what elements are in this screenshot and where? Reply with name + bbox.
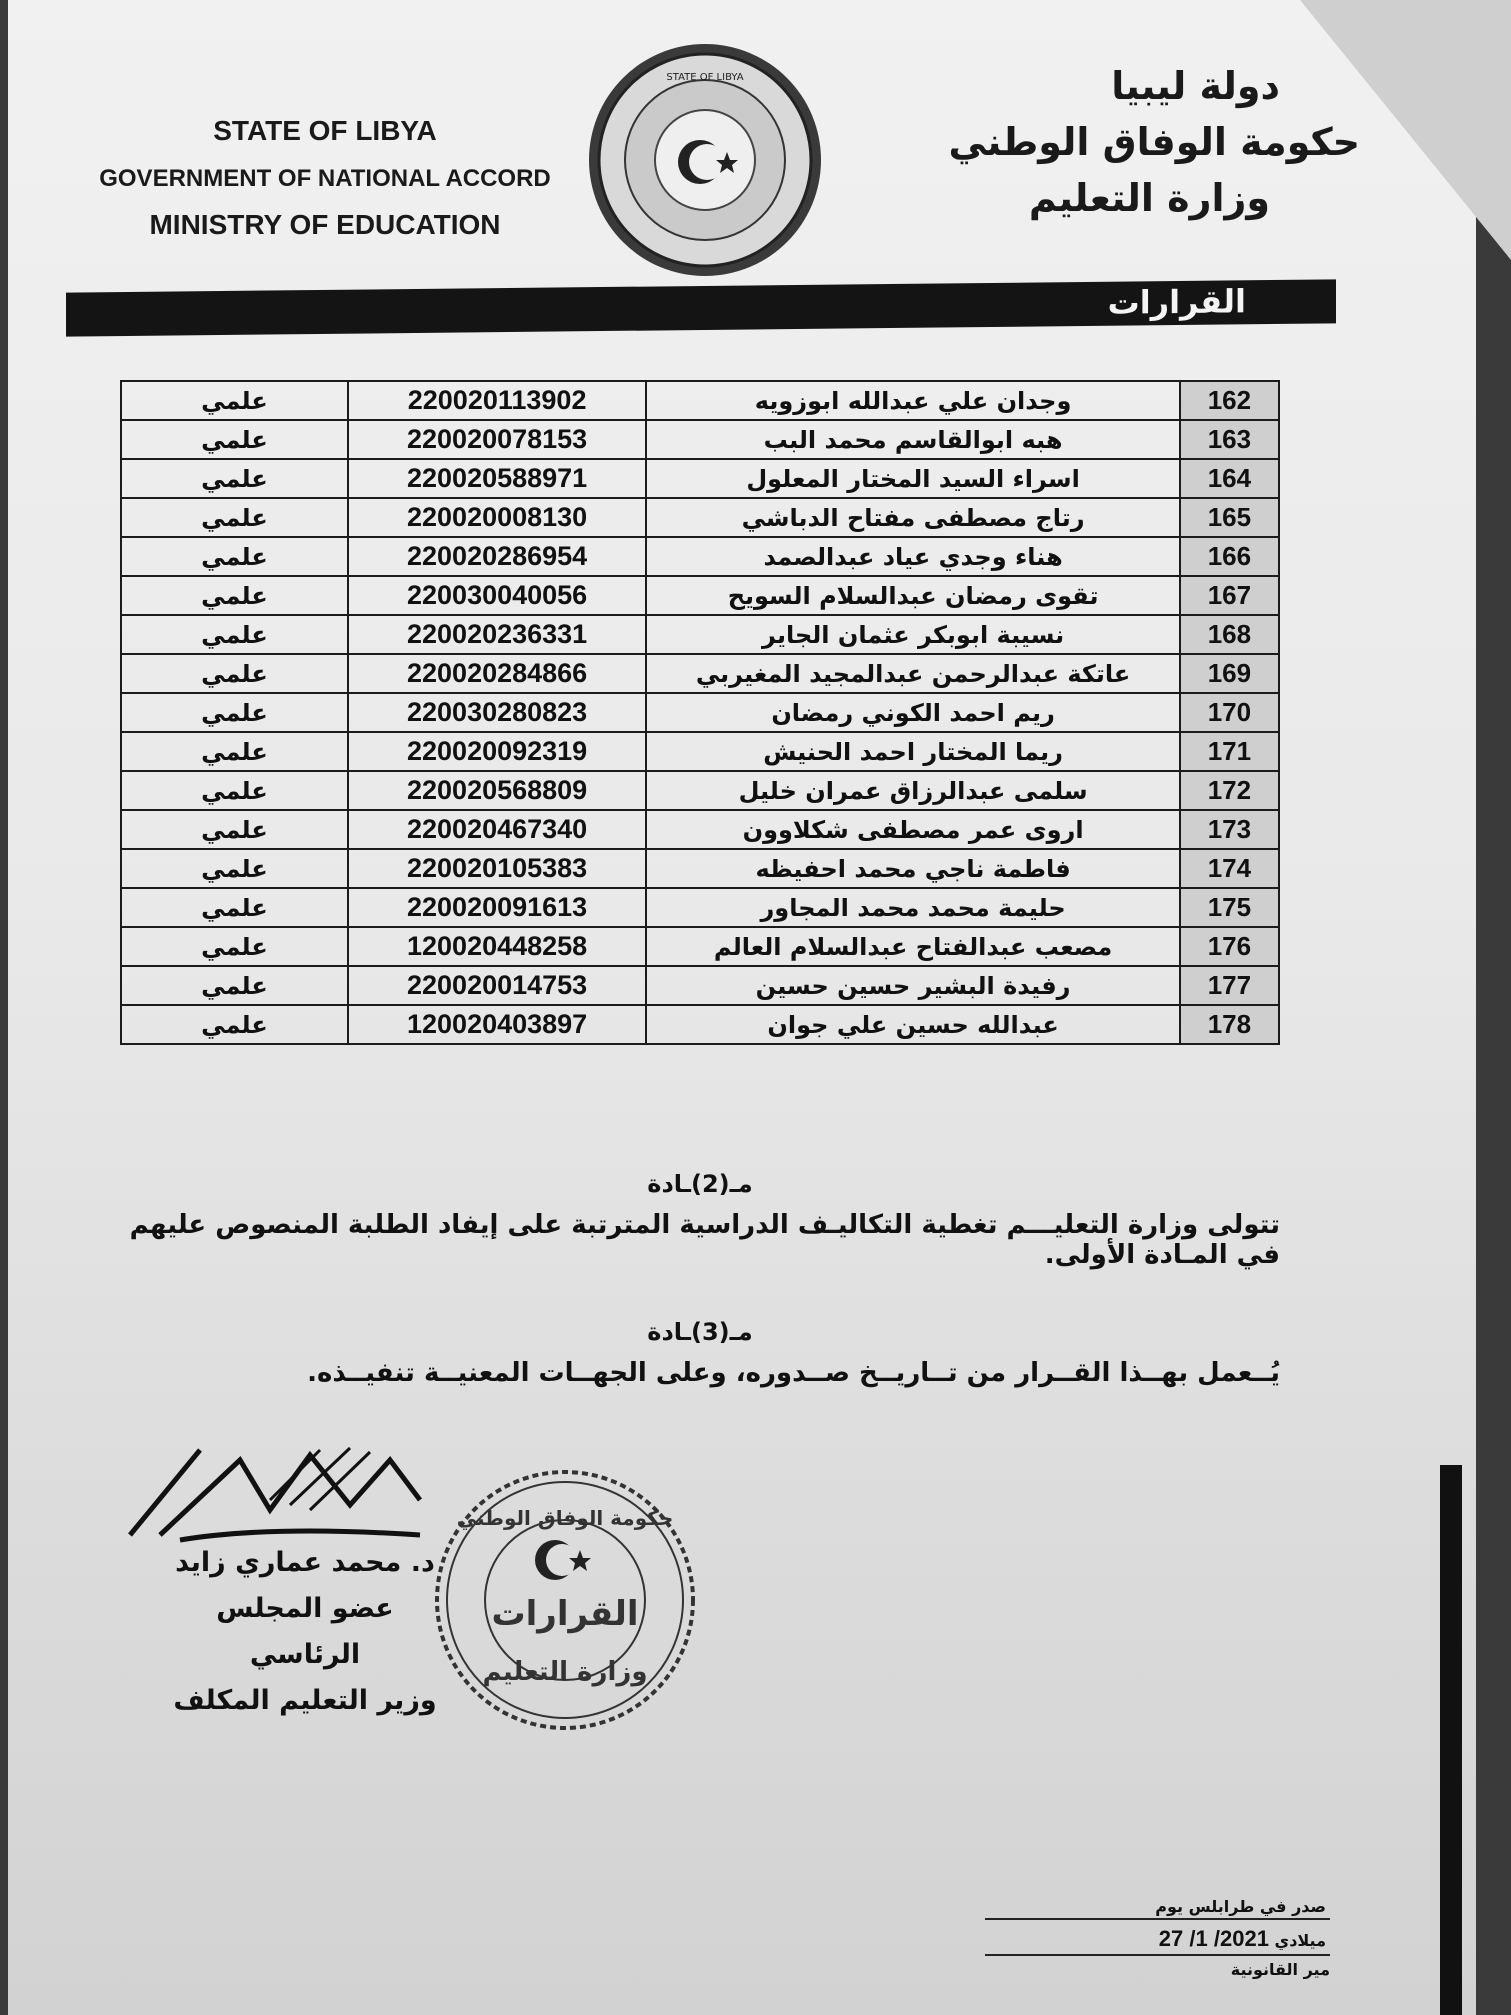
page-edge-shadow [1440,1465,1462,2015]
row-number-cell: 170 [1180,693,1279,732]
student-id-cell: 220020091613 [348,888,646,927]
student-id-cell: 220020078153 [348,420,646,459]
student-name-cell: رفيدة البشير حسين حسين [646,966,1180,1005]
row-number-cell: 173 [1180,810,1279,849]
table-row [121,654,1279,693]
signatory-title-2: وزير التعليم المكلف [173,1685,437,1716]
track-cell: علمي [121,966,348,1005]
student-id-cell: 220020467340 [348,810,646,849]
student-name-cell: اسراء السيد المختار المعلول [646,459,1180,498]
header-english [80,115,570,241]
signatory-block [160,1540,450,1724]
student-name-cell: نسيبة ابوبكر عثمان الجاير [646,615,1180,654]
track-cell: علمي [121,654,348,693]
table-row [121,459,1279,498]
row-number-cell: 176 [1180,927,1279,966]
table-row [121,732,1279,771]
decisions-stamp-icon [430,1465,700,1735]
government-name-ar: حكومة الوفاق الوطني [948,120,1360,164]
svg-text:القرارات: القرارات [491,1594,639,1634]
student-id-cell: 220020284866 [348,654,646,693]
student-id-cell: 220030040056 [348,576,646,615]
issue-place: صدر في طرابلس يوم [985,1895,1330,1920]
table-row [121,381,1279,420]
student-name-cell: رتاج مصطفى مفتاح الدباشي [646,498,1180,537]
track-cell: علمي [121,537,348,576]
student-name-cell: هناء وجدي عياد عبدالصمد [646,537,1180,576]
article-heading: مـ(3)ـادة [647,1318,753,1346]
row-number-cell: 177 [1180,966,1279,1005]
state-name-en: STATE OF LIBYA [213,115,437,146]
issue-date: 2021/ 1/ 27 [1158,1926,1269,1951]
student-name-cell: تقوى رمضان عبدالسلام السويح [646,576,1180,615]
table-row [121,810,1279,849]
student-name-cell: ريما المختار احمد الحنيش [646,732,1180,771]
row-number-cell: 169 [1180,654,1279,693]
table-row [121,966,1279,1005]
student-id-cell: 220020286954 [348,537,646,576]
table-row [121,693,1279,732]
svg-text:حكومة الوفاق الوطني: حكومة الوفاق الوطني [456,1506,674,1530]
row-number-cell: 174 [1180,849,1279,888]
signatory-name: د. محمد عماري زايد [175,1547,435,1578]
student-name-cell: ريم احمد الكوني رمضان [646,693,1180,732]
student-id-cell: 220030280823 [348,693,646,732]
svg-text:وزارة التعليم: وزارة التعليم [482,1657,648,1687]
track-cell: علمي [121,1005,348,1044]
student-id-cell: 220020568809 [348,771,646,810]
official-seal-icon [585,40,825,280]
track-cell: علمي [121,771,348,810]
track-cell: علمي [121,732,348,771]
student-id-cell: 220020113902 [348,381,646,420]
track-cell: علمي [121,576,348,615]
article-text: يُــعمل بهــذا القــرار من تــاريــخ صــدوره، وعلى الجهــات المعنيــة تنفيــذه. [307,1358,1280,1388]
issue-suffix: ميلادي [1274,1931,1326,1950]
government-name-en: GOVERNMENT OF NATIONAL ACCORD [99,165,551,192]
student-id-cell: 220020236331 [348,615,646,654]
table-row [121,771,1279,810]
banner-label: القرارات [1107,282,1246,322]
row-number-cell: 166 [1180,537,1279,576]
track-cell: علمي [121,849,348,888]
table-row [121,849,1279,888]
student-name-cell: وجدان علي عبدالله ابوزويه [646,381,1180,420]
student-id-cell: 220020105383 [348,849,646,888]
track-cell: علمي [121,420,348,459]
article-3 [120,1318,1280,1388]
student-id-cell: 220020008130 [348,498,646,537]
student-name-cell: عاتكة عبدالرحمن عبدالمجيد المغيربي [646,654,1180,693]
track-cell: علمي [121,927,348,966]
track-cell: علمي [121,498,348,537]
students-table [120,380,1280,1045]
svg-text:STATE OF LIBYA: STATE OF LIBYA [666,72,744,83]
signatory-title-1: عضو المجلس الرئاسي [216,1593,394,1670]
student-name-cell: هبه ابوالقاسم محمد البب [646,420,1180,459]
issue-date-line [985,1924,1330,1956]
table-row [121,576,1279,615]
row-number-cell: 172 [1180,771,1279,810]
student-id-cell: 220020588971 [348,459,646,498]
student-name-cell: عبدالله حسين علي جوان [646,1005,1180,1044]
student-id-cell: 220020014753 [348,966,646,1005]
track-cell: علمي [121,810,348,849]
article-2 [120,1170,1280,1270]
track-cell: علمي [121,888,348,927]
issue-info [985,1895,1330,1979]
table-row [121,888,1279,927]
row-number-cell: 167 [1180,576,1279,615]
student-name-cell: اروى عمر مصطفى شكلاوون [646,810,1180,849]
student-id-cell: 120020448258 [348,927,646,966]
article-heading: مـ(2)ـادة [647,1170,753,1198]
row-number-cell: 163 [1180,420,1279,459]
table-row [121,615,1279,654]
track-cell: علمي [121,459,348,498]
row-number-cell: 171 [1180,732,1279,771]
student-name-cell: سلمى عبدالرزاق عمران خليل [646,771,1180,810]
student-id-cell: 220020092319 [348,732,646,771]
row-number-cell: 162 [1180,381,1279,420]
row-number-cell: 178 [1180,1005,1279,1044]
state-name-ar: دولة ليبيا [1111,64,1280,108]
table-row [121,498,1279,537]
student-name-cell: فاطمة ناجي محمد احفيظه [646,849,1180,888]
row-number-cell: 164 [1180,459,1279,498]
table-row [121,1005,1279,1044]
article-text: تتولى وزارة التعليـــم تغطية التكاليـف الدراسية المترتبة على إيفاد الطلبة المنصوص عليهم في المـادة الأولى. [129,1210,1280,1270]
table-row [121,927,1279,966]
table-row [121,420,1279,459]
row-number-cell: 165 [1180,498,1279,537]
issue-note: مير القانونية [1230,1960,1330,1979]
track-cell: علمي [121,381,348,420]
ministry-name-en: MINISTRY OF EDUCATION [149,209,501,240]
track-cell: علمي [121,615,348,654]
ministry-name-ar: وزارة التعليم [1028,176,1270,220]
header-arabic [920,58,1360,226]
student-name-cell: حليمة محمد محمد المجاور [646,888,1180,927]
student-name-cell: مصعب عبدالفتاح عبدالسلام العالم [646,927,1180,966]
row-number-cell: 168 [1180,615,1279,654]
table-row [121,537,1279,576]
track-cell: علمي [121,693,348,732]
student-id-cell: 120020403897 [348,1005,646,1044]
row-number-cell: 175 [1180,888,1279,927]
